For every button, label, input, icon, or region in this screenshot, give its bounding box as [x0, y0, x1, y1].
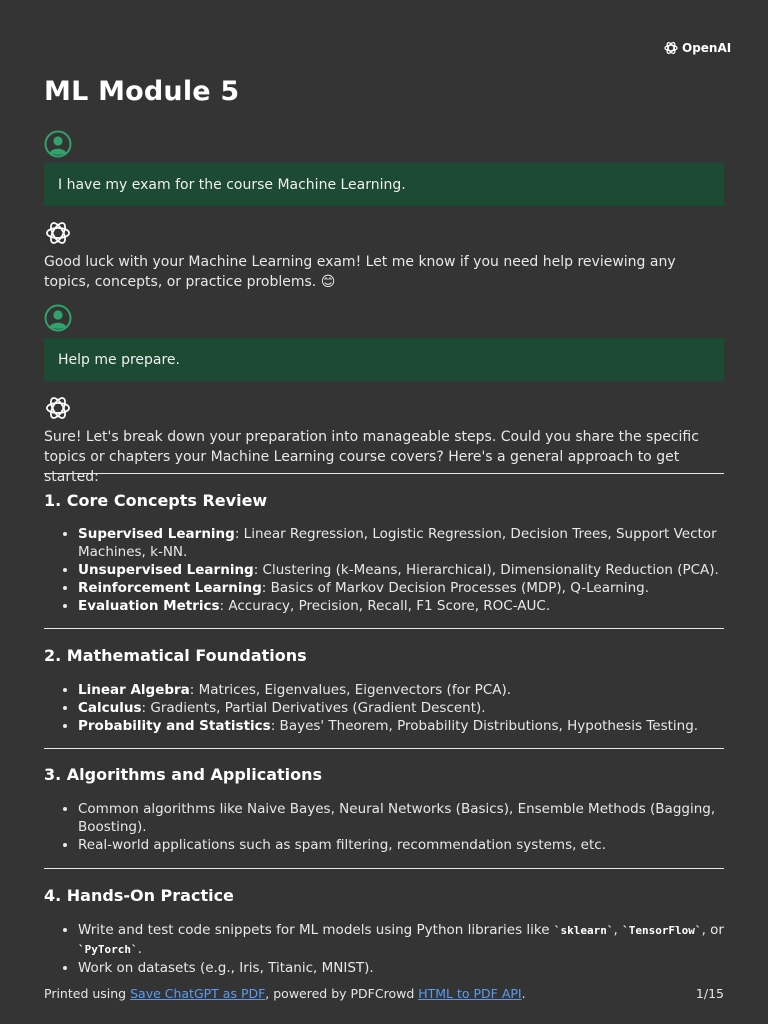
- item-description: : Bayes' Theorem, Probability Distributions, Hypothesis Testing.: [270, 718, 699, 734]
- item-term: Calculus: [78, 700, 142, 716]
- user-avatar-icon: [44, 130, 72, 158]
- section-heading: 3. Algorithms and Applications: [44, 765, 323, 784]
- list-item: [78, 681, 724, 699]
- logo-text: OpenAI: [682, 41, 732, 55]
- list-item: [78, 561, 724, 579]
- openai-logo: [663, 40, 732, 56]
- item-separator: , or: [701, 922, 724, 938]
- item-description: : Matrices, Eigenvalues, Eigenvectors (for PCA).: [189, 682, 512, 698]
- item-description: : Gradients, Partial Derivatives (Gradient Descent).: [141, 700, 486, 716]
- user-message-text: Help me prepare.: [58, 351, 180, 368]
- bullet-list: [44, 681, 724, 735]
- item-description: Work on datasets (e.g., Iris, Titanic, MNIST).: [78, 960, 374, 976]
- list-item: [78, 579, 724, 597]
- item-description: : Accuracy, Precision, Recall, F1 Score, ROC-AUC.: [219, 598, 551, 614]
- list-item: [78, 836, 724, 854]
- item-description: Real-world applications such as spam filtering, recommendation systems, etc.: [78, 837, 606, 853]
- divider: [44, 473, 724, 474]
- user-avatar-icon: [44, 304, 72, 332]
- openai-logo-icon: [44, 394, 72, 422]
- list-item: [78, 699, 724, 717]
- footer-text: , powered by PDFCrowd: [265, 986, 419, 1001]
- inline-code: `sklearn`: [553, 924, 614, 937]
- openai-logo-icon: [663, 40, 679, 56]
- item-description: Common algorithms like Naive Bayes, Neural Networks (Basics), Ensemble Methods (Bagging, Boosting).: [78, 801, 716, 835]
- section-heading: 1. Core Concepts Review: [44, 491, 268, 510]
- list-item: [78, 959, 724, 977]
- bullet-list: [44, 921, 724, 977]
- openai-logo-icon: [44, 219, 72, 247]
- item-description: : Basics of Markov Decision Processes (MDP), Q-Learning.: [261, 580, 650, 596]
- list-item: [78, 717, 724, 735]
- save-chatgpt-pdf-link[interactable]: Save ChatGPT as PDF: [130, 986, 266, 1001]
- item-description: Write and test code snippets for ML models using Python libraries like: [78, 922, 554, 938]
- item-description: : Clustering (k-Means, Hierarchical), Dimensionality Reduction (PCA).: [253, 562, 719, 578]
- divider: [44, 748, 724, 749]
- item-term: Probability and Statistics: [78, 718, 271, 734]
- section-heading: 2. Mathematical Foundations: [44, 646, 307, 665]
- item-term: Supervised Learning: [78, 526, 235, 542]
- page-number: 1/15: [695, 986, 724, 1001]
- section-heading: 4. Hands-On Practice: [44, 886, 234, 905]
- html-to-pdf-api-link[interactable]: HTML to PDF API: [418, 986, 522, 1001]
- divider: [44, 868, 724, 869]
- item-term: Unsupervised Learning: [78, 562, 254, 578]
- bullet-list: [44, 525, 724, 615]
- list-item: [78, 597, 724, 615]
- item-term: Evaluation Metrics: [78, 598, 220, 614]
- page-title: ML Module 5: [44, 76, 240, 107]
- list-item: [78, 800, 724, 836]
- divider: [44, 628, 724, 629]
- assistant-message-text: Sure! Let's break down your preparation into manageable steps. Could you share the specific topics or chapters your Machine Learning course covers? Here's a general approach to get started:: [44, 429, 699, 485]
- footer-text: .: [521, 986, 526, 1001]
- user-message: [44, 338, 724, 381]
- bullet-list: [44, 800, 724, 854]
- item-term: Linear Algebra: [78, 682, 190, 698]
- item-description: : Linear Regression, Logistic Regression, Decision Trees, Support Vector Machines, k-NN.: [78, 526, 717, 560]
- inline-code: `PyTorch`: [78, 943, 138, 956]
- assistant-message-text: Good luck with your Machine Learning exam! Let me know if you need help reviewing any topics, concepts, or practice problems. 😊: [44, 254, 676, 290]
- user-message-text: I have my exam for the course Machine Learning.: [58, 176, 406, 193]
- list-item: [78, 525, 724, 561]
- item-term: Reinforcement Learning: [78, 580, 262, 596]
- user-message: [44, 163, 724, 206]
- item-separator: ,: [613, 922, 623, 938]
- print-footer: [44, 986, 724, 1001]
- inline-code: `TensorFlow`: [622, 924, 702, 937]
- list-item: [78, 921, 724, 959]
- item-separator: .: [137, 941, 142, 957]
- footer-text: Printed using: [44, 986, 131, 1001]
- footer-credit: [44, 986, 526, 1001]
